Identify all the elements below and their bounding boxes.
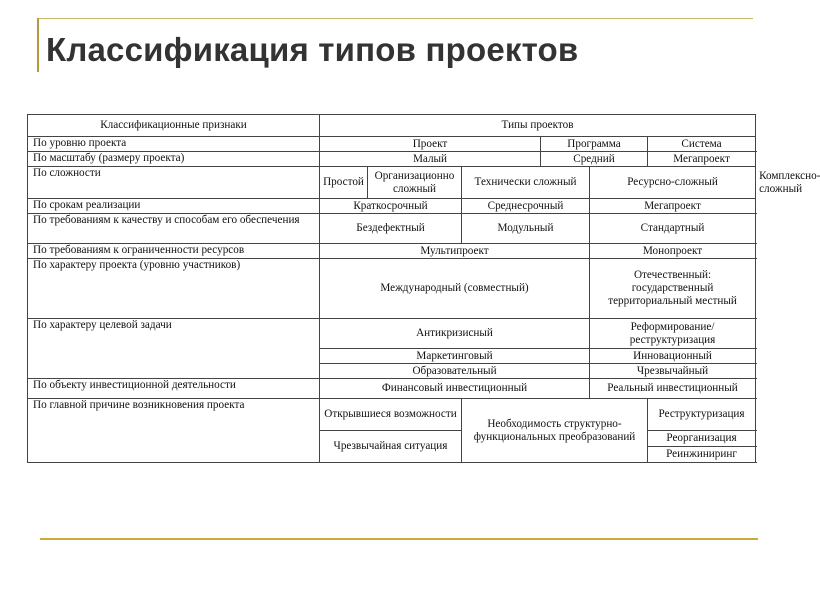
table-row xyxy=(28,244,756,259)
cell: Маркетинговый xyxy=(320,349,590,364)
cell: Среднесрочный xyxy=(462,199,590,214)
cell: Реинжиниринг xyxy=(648,447,756,463)
row-label: По объекту инвестиционной деятельности xyxy=(28,379,320,399)
table-row xyxy=(28,199,756,214)
table-row xyxy=(28,379,756,399)
cell: Мегапроект xyxy=(590,199,756,214)
cell: Реструктуризация xyxy=(648,399,756,431)
table-row xyxy=(28,319,756,349)
table-row xyxy=(28,152,756,167)
classification-table xyxy=(27,114,820,463)
classification-table-wrap xyxy=(27,114,820,463)
cell: Краткосрочный xyxy=(320,199,462,214)
table-row xyxy=(28,137,756,152)
cell: Реформирование/ реструктуризация xyxy=(590,319,756,349)
cell: Инновационный xyxy=(590,349,756,364)
cell: Реальный инвестиционный xyxy=(590,379,756,399)
cell: Отечественный: государственный территориальный местный xyxy=(590,259,756,319)
row-label: По требованиям к ограниченности ресурсов xyxy=(28,244,320,259)
cell: Бездефектный xyxy=(320,214,462,244)
row-label: По требованиям к качеству и способам его обеспечения xyxy=(28,214,320,244)
row-label: По характеру целевой задачи xyxy=(28,319,320,379)
title-accent-bar xyxy=(37,18,39,72)
table-header-row xyxy=(28,115,756,137)
cell: Модульный xyxy=(462,214,590,244)
cell: Средний xyxy=(541,152,648,167)
bottom-rule xyxy=(40,538,758,540)
cell: Образовательный xyxy=(320,364,590,379)
cell: Реорганизация xyxy=(648,431,756,447)
cell: Чрезвычайный xyxy=(590,364,756,379)
cell: Чрезвычайная ситуация xyxy=(320,431,462,463)
cell: Малый xyxy=(320,152,541,167)
table-row xyxy=(28,259,756,319)
row-label: По масштабу (размеру проекта) xyxy=(28,152,320,167)
cell: Международный (совместный) xyxy=(320,259,590,319)
row-label: По сложности xyxy=(28,167,320,199)
cell: Антикризисный xyxy=(320,319,590,349)
cell: Финансовый инвестиционный xyxy=(320,379,590,399)
cell: Необходимость структурно-функциональных преобразований xyxy=(462,399,648,463)
cell: Мегапроект xyxy=(648,152,756,167)
table-row xyxy=(28,214,756,244)
row-label: По характеру проекта (уровню участников) xyxy=(28,259,320,319)
cell: Монопроект xyxy=(590,244,756,259)
cell: Мультипроект xyxy=(320,244,590,259)
row-label: По срокам реализации xyxy=(28,199,320,214)
cell: Система xyxy=(648,137,756,152)
cell: Ресурсно-сложный xyxy=(590,167,756,199)
cell: Простой xyxy=(320,167,368,199)
slide-title: Классификация типов проектов xyxy=(46,31,579,68)
header-criteria: Классификационные признаки xyxy=(28,115,320,137)
cell: Программа xyxy=(541,137,648,152)
cell: Технически сложный xyxy=(462,167,590,199)
row-label: По главной причине возникновения проекта xyxy=(28,399,320,463)
cell: Стандартный xyxy=(590,214,756,244)
cell: Организационно сложный xyxy=(368,167,462,199)
row-label: По уровню проекта xyxy=(28,137,320,152)
table-row xyxy=(28,399,756,431)
header-types: Типы проектов xyxy=(320,115,756,137)
top-rule xyxy=(37,18,753,19)
cell: Проект xyxy=(320,137,541,152)
table-row: По сложности Простой Организационно сложный Технически сложный Ресурсно-сложный Комплексно-сложный xyxy=(28,167,756,199)
cell: Открывшиеся возможности xyxy=(320,399,462,431)
